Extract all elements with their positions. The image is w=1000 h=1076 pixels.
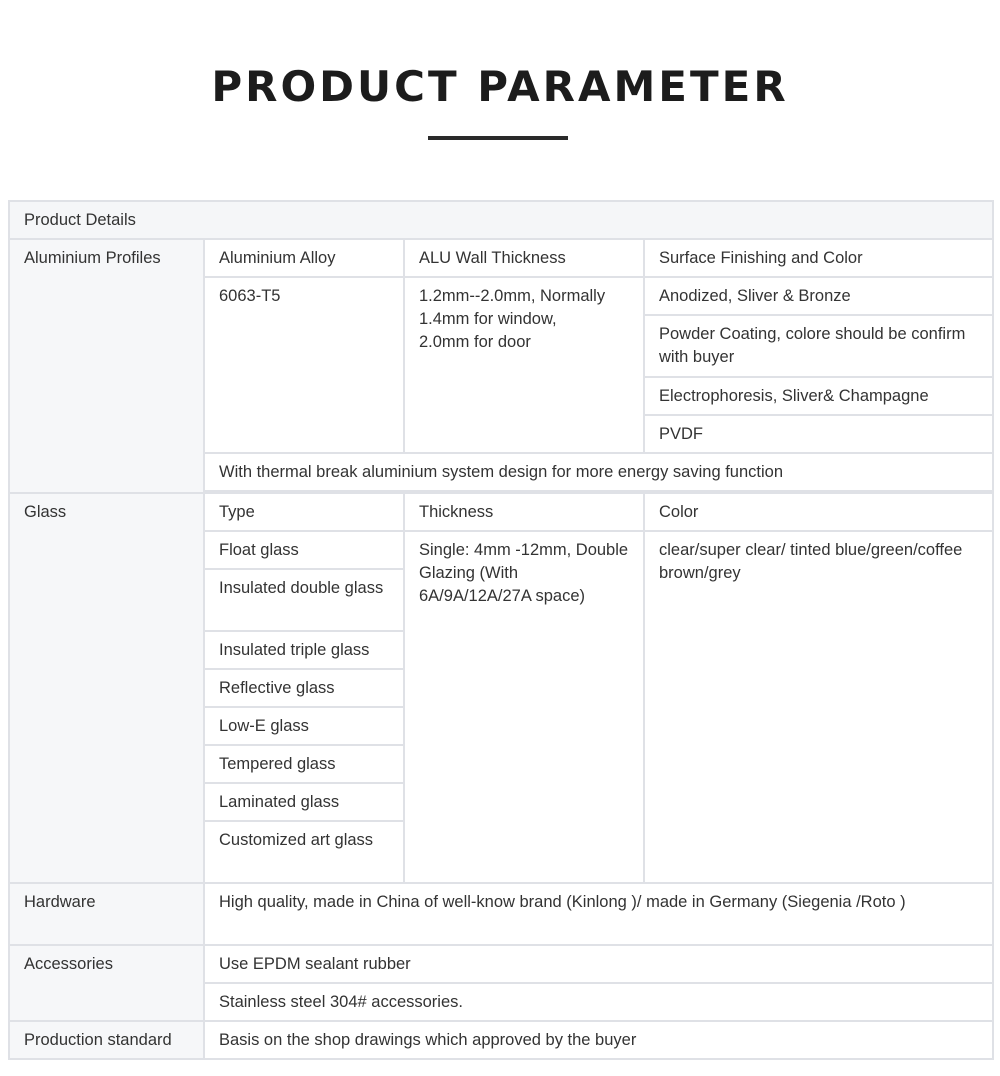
hardware-value: High quality, made in China of well-know brand (Kinlong )/ made in Germany (Siegenia /Roto ) [204, 883, 993, 945]
surface-finish-item: Electrophoresis, Sliver& Champagne [644, 377, 993, 415]
wall-thickness-line: 1.4mm for window, [419, 310, 557, 328]
glass-type-header: Type [204, 493, 404, 531]
aluminium-alloy-value: 6063-T5 [204, 277, 404, 453]
thermal-break-note: With thermal break aluminium system design for more energy saving function [204, 453, 993, 491]
glass-type-item: Laminated glass [204, 783, 404, 821]
glass-type-item: Tempered glass [204, 745, 404, 783]
glass-thickness-value: Single: 4mm -12mm, Double Glazing (With 6A/9A/12A/27A space) [404, 531, 644, 883]
surface-finish-item: Powder Coating, colore should be confirm with buyer [644, 315, 993, 377]
hardware-label: Hardware [9, 883, 204, 945]
product-parameter-table [8, 200, 994, 1060]
accessories-item: Use EPDM sealant rubber [204, 945, 993, 983]
glass-type-item: Reflective glass [204, 669, 404, 707]
glass-type-item: Insulated triple glass [204, 631, 404, 669]
glass-thickness-header: Thickness [404, 493, 644, 531]
glass-type-item: Low-E glass [204, 707, 404, 745]
wall-thickness-value [404, 277, 644, 453]
accessories-label: Accessories [9, 945, 204, 1021]
title-underline [428, 136, 568, 140]
glass-type-item: Float glass [204, 531, 404, 569]
accessories-item: Stainless steel 304# accessories. [204, 983, 993, 1021]
glass-label: Glass [9, 493, 204, 883]
table-header-row [9, 201, 993, 239]
glass-color-value: clear/super clear/ tinted blue/green/coffee brown/grey [644, 531, 993, 883]
production-standard-label: Production standard [9, 1021, 204, 1059]
table-row [9, 1021, 993, 1059]
glass-color-header: Color [644, 493, 993, 531]
table-row [9, 945, 993, 983]
aluminium-alloy-header: Aluminium Alloy [204, 239, 404, 277]
glass-type-item: Insulated double glass [204, 569, 404, 631]
production-standard-value: Basis on the shop drawings which approved by the buyer [204, 1021, 993, 1059]
wall-thickness-line: 2.0mm for door [419, 333, 531, 351]
aluminium-profiles-label: Aluminium Profiles [9, 239, 204, 493]
table-row [9, 883, 993, 945]
surface-finish-item: PVDF [644, 415, 993, 453]
glass-type-item: Customized art glass [204, 821, 404, 883]
page-title: PRODUCT PARAMETER [211, 62, 789, 111]
table-row [9, 493, 993, 531]
wall-thickness-header: ALU Wall Thickness [404, 239, 644, 277]
wall-thickness-line: 1.2mm--2.0mm, Normally [419, 287, 606, 305]
table-row [9, 239, 993, 277]
surface-finish-item: Anodized, Sliver & Bronze [644, 277, 993, 315]
table-header-cell: Product Details [9, 201, 993, 239]
surface-finishing-header: Surface Finishing and Color [644, 239, 993, 277]
